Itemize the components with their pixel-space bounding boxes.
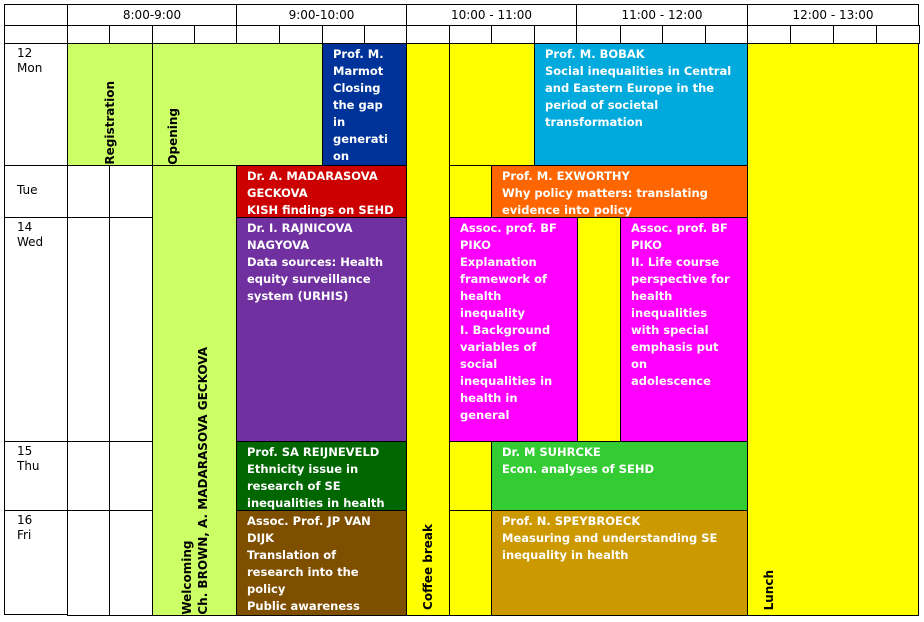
quarter-header-cell: [747, 25, 791, 44]
event-registration: Registration: [67, 43, 153, 166]
day-thu: [4, 441, 68, 511]
event-piko-2: Assoc. prof. BF PIKO II. Life course perspective for health inequalities with special emphasis put on adolescence: [620, 217, 748, 442]
day-tue: [4, 165, 68, 218]
quarter-header-cell: [364, 25, 407, 44]
day-wed: [4, 217, 68, 442]
event-bobak: Prof. M. BOBAK Social inequalities in Central and Eastern Europe in the period of societal transformation: [534, 43, 748, 166]
day-name: Thu: [17, 459, 40, 473]
time-header-11: 11:00 - 12:00: [576, 4, 748, 26]
quarter-header-cell: [152, 25, 195, 44]
quarter-header-cell: [279, 25, 323, 44]
quarter-header-cell: [322, 25, 365, 44]
day-name: Tue: [17, 183, 38, 197]
day-name: Fri: [17, 528, 32, 542]
event-piko-1: Assoc. prof. BF PIKO Explanation framework of health inequality I. Background variables of social inequalities in health in general: [449, 217, 578, 442]
quarter-header-cell: [67, 25, 110, 44]
day-fri: [4, 510, 68, 615]
quarter-header-cell: [194, 25, 237, 44]
filler-cell: [449, 510, 492, 616]
filler-cell: [449, 165, 492, 218]
filler-cell: [449, 43, 535, 166]
day-num: 14: [17, 220, 33, 234]
empty-cell: [109, 165, 153, 616]
divider: [67, 510, 153, 511]
day-num: 12: [17, 46, 33, 60]
quarter-header-cell: [236, 25, 280, 44]
divider: [67, 441, 153, 442]
quarter-header-cell: [109, 25, 153, 44]
quarter-header-cell: [576, 25, 621, 44]
event-welcoming: Welcoming Ch. BROWN, A. MADARASOVA GECKOVA: [152, 165, 237, 616]
coffee-break-label: Coffee break: [421, 524, 435, 610]
corner-subcell: [4, 25, 68, 44]
day-num: 16: [17, 513, 33, 527]
event-exworthy: Prof. M. EXWORTHY Why policy matters: translating evidence into policy: [491, 165, 748, 218]
filler-cell: [449, 441, 492, 511]
time-header-8: 8:00-9:00: [67, 4, 237, 26]
quarter-header-cell: [406, 25, 450, 44]
lunch-label: Lunch: [762, 569, 776, 610]
filler-cell: [577, 217, 621, 442]
time-header-12: 12:00 - 13:00: [747, 4, 919, 26]
day-mon: [4, 43, 68, 166]
event-marmot: Prof. M. Marmot Closing the gap in generati on: [322, 43, 407, 166]
event-van-dijk: Assoc. Prof. JP VAN DIJK Translation of research into the policy Public awareness: [236, 510, 407, 616]
day-name: Wed: [17, 235, 44, 249]
time-header-10: 10:00 - 11:00: [406, 4, 577, 26]
event-reijneveld: Prof. SA REIJNEVELD Ethnicity issue in research of SE inequalities in health: [236, 441, 407, 511]
corner-cell: [4, 4, 68, 26]
quarter-header-cell: [534, 25, 577, 44]
event-suhrcke: Dr. M SUHRCKE Econ. analyses of SEHD: [491, 441, 748, 511]
day-num: 15: [17, 444, 33, 458]
quarter-header-cell: [876, 25, 920, 44]
quarter-header-cell: [790, 25, 834, 44]
quarter-header-cell: [705, 25, 748, 44]
empty-cell: [67, 165, 110, 616]
quarter-header-cell: [833, 25, 877, 44]
event-opening: Opening: [152, 43, 323, 166]
divider: [67, 217, 153, 218]
quarter-header-cell: [449, 25, 492, 44]
time-header-9: 9:00-10:00: [236, 4, 407, 26]
quarter-header-cell: [491, 25, 535, 44]
day-name: Mon: [17, 61, 43, 75]
event-speybroeck: Prof. N. SPEYBROECK Measuring and understanding SE inequality in health: [491, 510, 748, 616]
quarter-header-cell: [662, 25, 706, 44]
quarter-header-cell: [620, 25, 663, 44]
event-rajnicova: Dr. I. RAJNICOVA NAGYOVA Data sources: Health equity surveillance system (URHIS): [236, 217, 407, 442]
event-madarasova: Dr. A. MADARASOVA GECKOVA KISH findings on SEHD: [236, 165, 407, 218]
